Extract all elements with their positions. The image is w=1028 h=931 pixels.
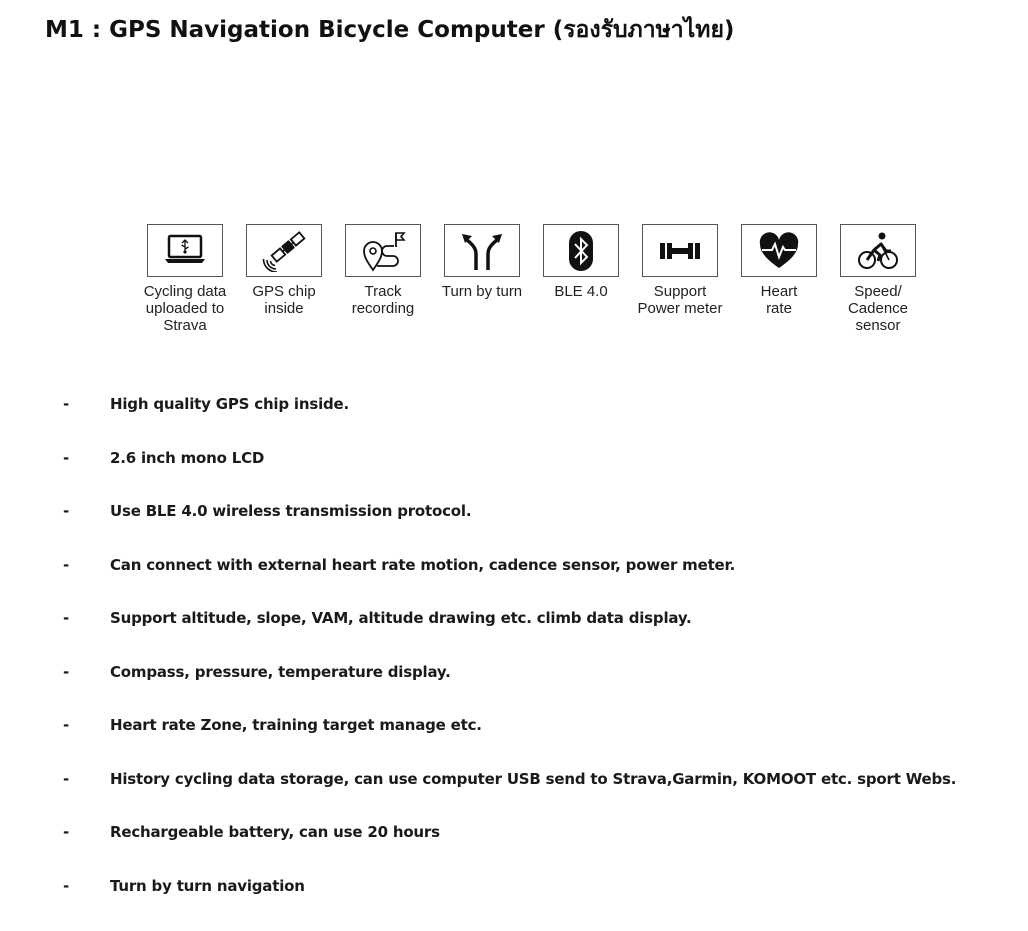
cyclist-icon [840,224,916,277]
feature-ble [531,224,631,300]
feature-speed-cadence [828,224,928,334]
feature-turn-by-turn [432,224,532,300]
list-item [0,821,1028,875]
feature-label: Track recording [351,283,415,317]
bullet-text: Turn by turn navigation [110,876,305,895]
laptop-usb-icon [147,224,223,277]
bullet-text: 2.6 inch mono LCD [110,448,265,467]
page-title: M1 : GPS Navigation Bicycle Computer (รองรับภาษาไทย) [45,17,735,43]
bullet-text: Support altitude, slope, VAM, altitude drawing etc. climb data display. [110,609,692,627]
list-item [0,875,1028,929]
feature-label: Support Power meter [637,283,723,317]
feature-label: GPS chip inside [252,283,316,317]
bullet-text: High quality GPS chip inside. [110,395,350,413]
feature-label: Cycling data uploaded to Strava [143,283,227,334]
bullet-text: History cycling data storage, can use computer USB send to Strava,Garmin, KOMOOT etc. sport Webs. [110,769,957,788]
satellite-icon [246,224,322,277]
list-item [0,714,1028,768]
feature-gps-chip [234,224,334,317]
power-meter-icon [642,224,718,277]
feature-label: Speed/ Cadence sensor [847,283,909,334]
feature-label: Heart rate [760,283,798,317]
feature-label: Turn by turn [441,283,523,300]
list-item [0,607,1028,661]
bullet-dash: - [63,876,70,895]
features-strip [140,224,930,344]
bullet-text: Use BLE 4.0 wireless transmission protocol. [110,502,472,520]
bullet-dash: - [63,555,70,574]
list-item [0,661,1028,715]
bullet-text: Compass, pressure, temperature display. [110,662,451,681]
bullet-dash: - [63,662,70,681]
feature-label: BLE 4.0 [554,283,608,300]
turn-arrows-icon [444,224,520,277]
list-item [0,500,1028,554]
bluetooth-icon [543,224,619,277]
feature-bullet-list [0,393,1028,928]
feature-strava-upload [135,224,235,334]
bullet-dash: - [63,823,70,841]
route-pin-flag-icon [345,224,421,277]
bullet-dash: - [63,609,70,627]
bullet-dash: - [63,716,70,734]
heart-rate-icon [741,224,817,277]
feature-power-meter [630,224,730,317]
list-item [0,768,1028,822]
feature-track-recording [333,224,433,317]
bullet-dash: - [63,502,70,520]
bullet-dash: - [63,395,70,413]
list-item [0,393,1028,447]
feature-heart-rate [729,224,829,317]
list-item [0,447,1028,501]
list-item [0,554,1028,608]
bullet-text: Rechargeable battery, can use 20 hours [110,823,440,841]
bullet-dash: - [63,448,70,467]
bullet-text: Heart rate Zone, training target manage etc. [110,716,482,734]
bullet-text: Can connect with external heart rate motion, cadence sensor, power meter. [110,555,736,574]
bullet-dash: - [63,769,70,788]
